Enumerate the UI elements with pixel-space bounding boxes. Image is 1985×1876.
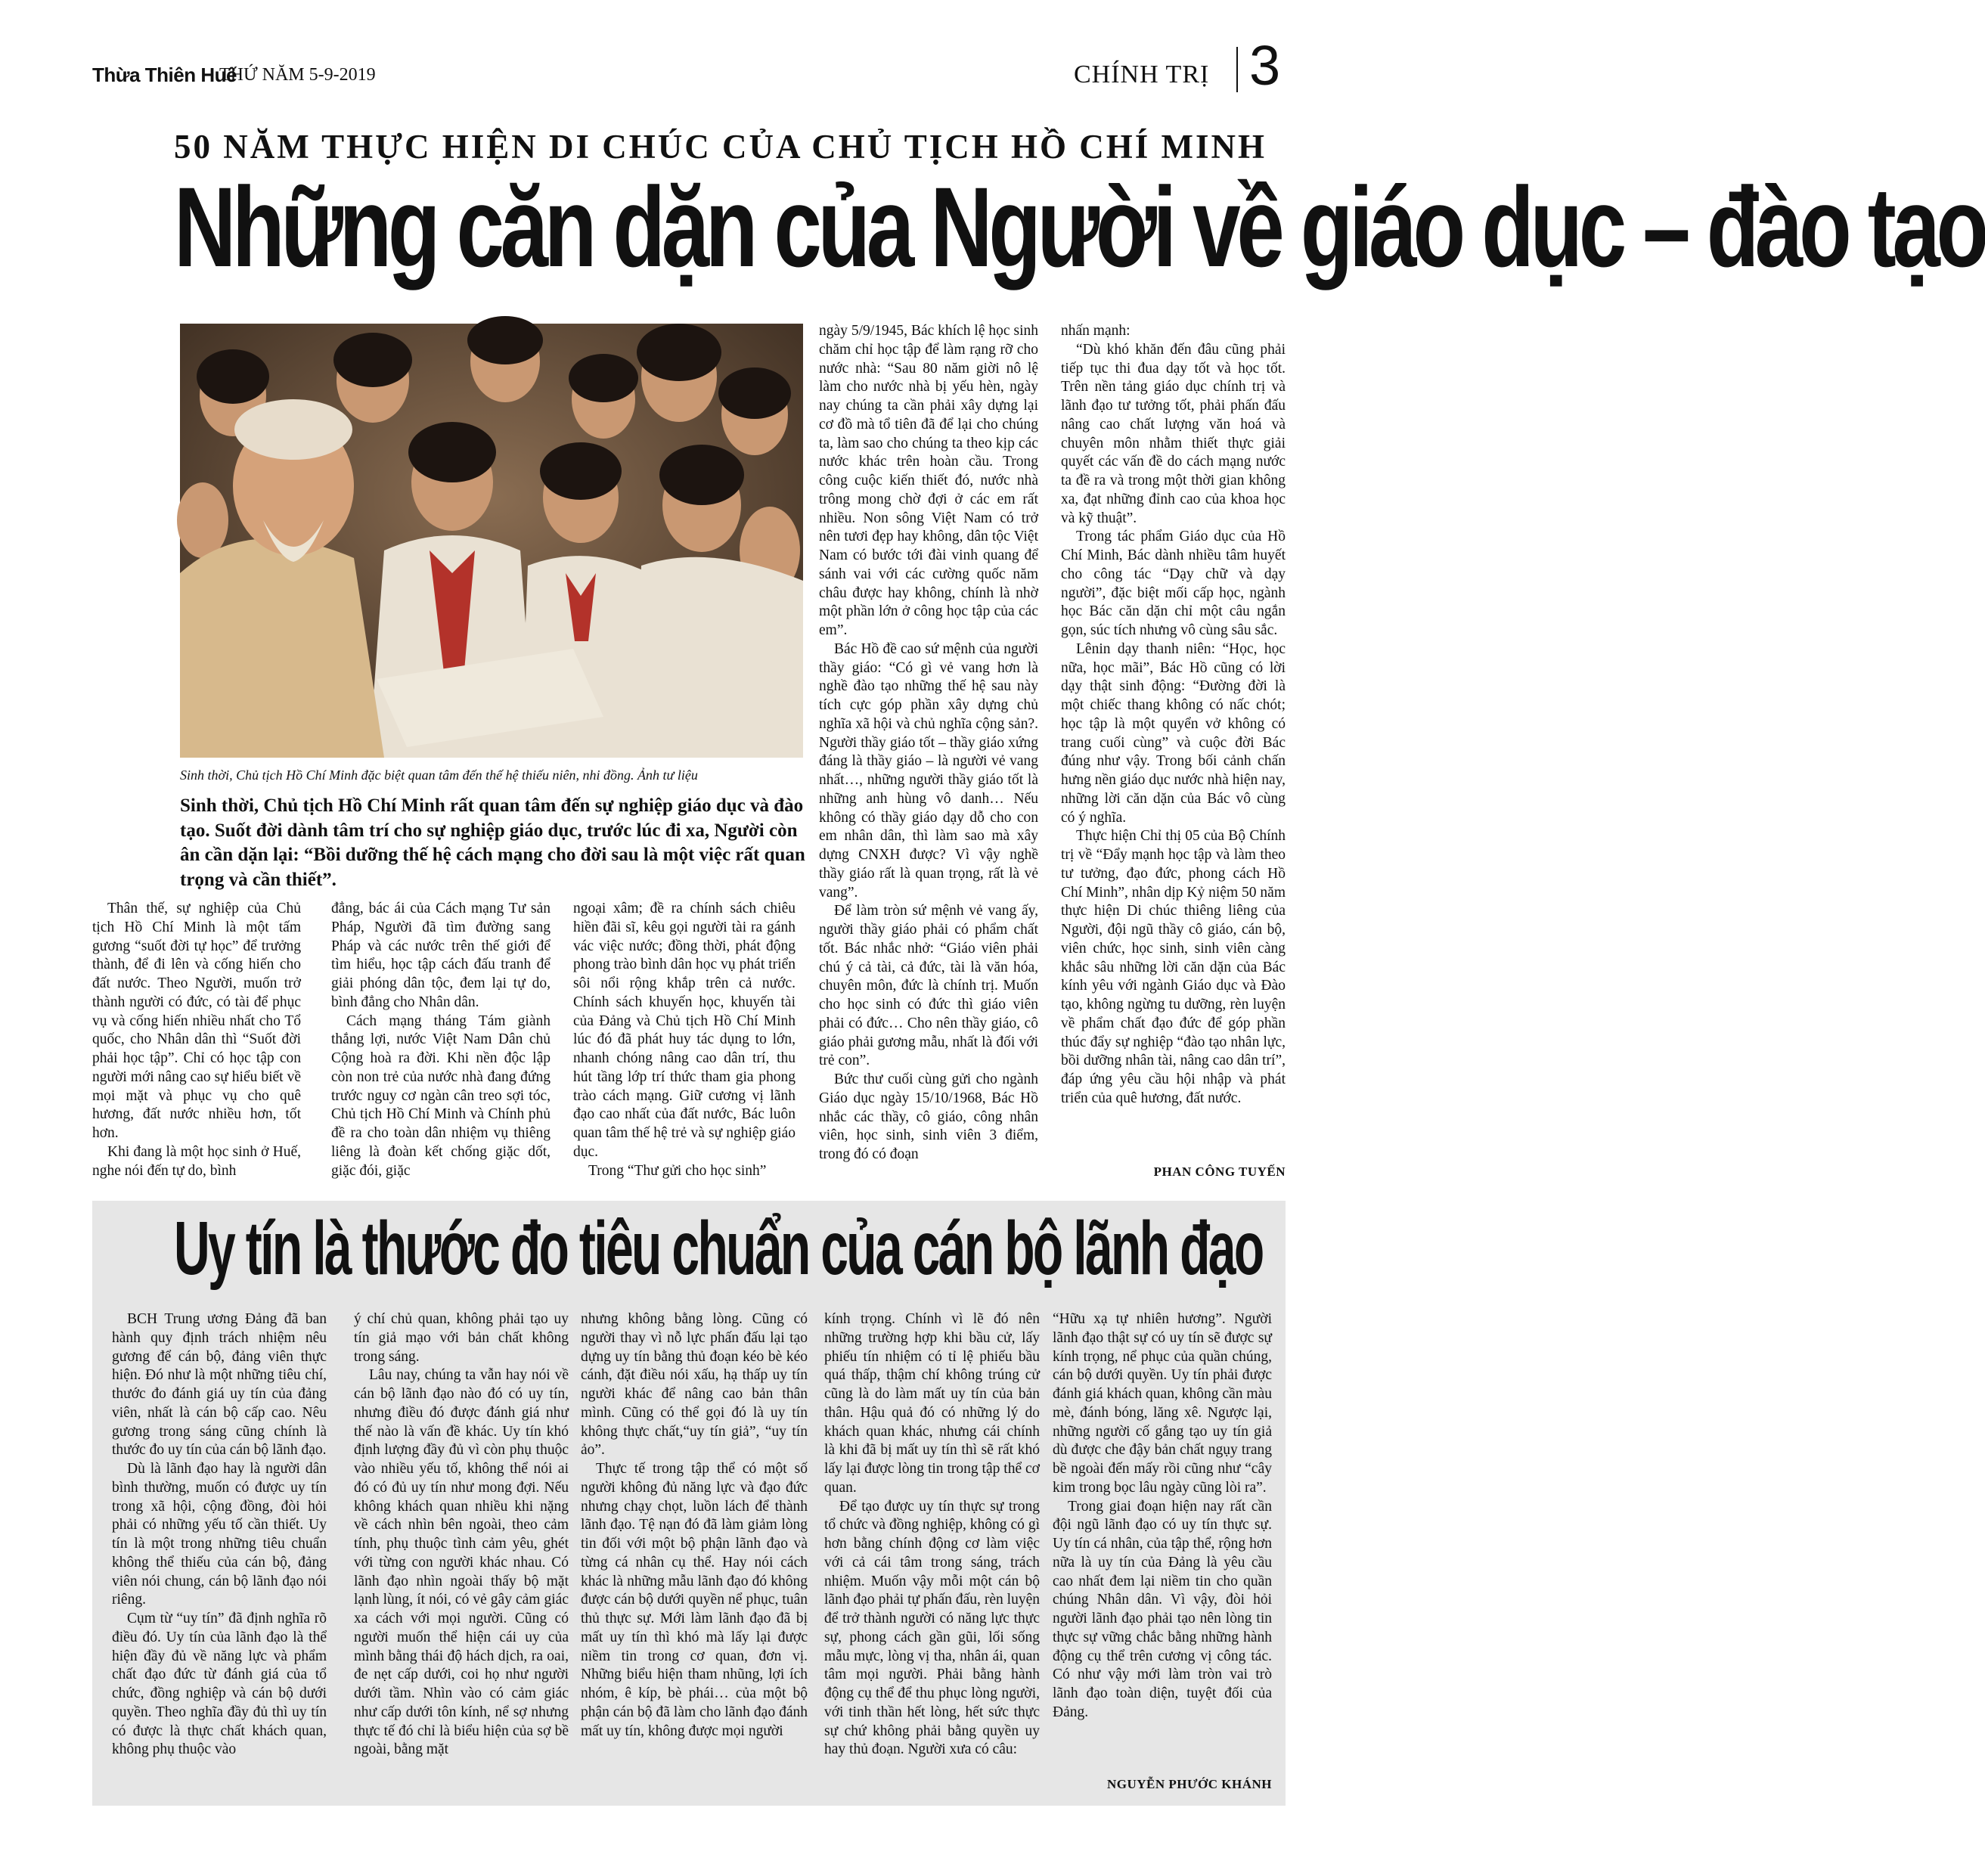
paragraph: Thân thế, sự nghiệp của Chủ tịch Hồ Chí Minh là một tấm gương “suốt đời tự học” để trưởng thành, để đi lên và cống hiến cho đất nước. Theo Người, muốn trở thành người có đức, có tài để phục vụ và cống hiến nhiều nhất cho Tổ quốc, cho Nhân dân thì “Suốt đời phải học tập”. Chỉ có học tập con người mới nâng cao sự hiểu biết về mọi mặt và phục vụ cho quê hương, đất nước nhiều hơn, tốt hơn. <box>92 901 301 1141</box>
paragraph: đẳng, bác ái của Cách mạng Tư sản Pháp, Người đã tìm đường sang Pháp và các nước trên thế giới để tìm hiểu, học tập cách đấu tranh để giải phóng dân tộc, đem lại tự do, bình đẳng cho Nhân dân. <box>331 901 551 1010</box>
photo-illustration <box>180 324 803 758</box>
paragraph: ngoại xâm; đề ra chính sách chiêu hiền đãi sĩ, kêu gọi người tài ra gánh vác việc nước; đồng thời, phát động phong trào bình dân học vụ phát triển sôi nổi rộng khắp trên cả nước. Chính sách khuyến học, khuyến tài của Đảng và Chủ tịch Hồ Chí Minh lúc đó đã phát huy tác dụng to lớn, nhanh chóng nâng cao dân trí, thu hút tầng lớp trí thức tham gia phong trào cách mạng. Giữ cương vị lãnh đạo cao nhất của đất nước, Bác luôn quan tâm thế hệ trẻ và sự nghiệp giáo dục. <box>573 901 796 1160</box>
paragraph: nhấn mạnh: <box>1061 323 1131 339</box>
paragraph: “Dù khó khăn đến đâu cũng phải tiếp tục thi đua dạy tốt và học tốt. Trên nền tảng giáo dục chính trị và lãnh đạo tư tưởng tốt, phải phấn đấu nâng cao chất lượng văn hoá và chuyên môn nhằm thiết thực giải quyết các vấn đề do cách mạng nước ta đề ra và trong một thời gian không xa, đạt những đỉnh cao của khoa học và kỹ thuật”. <box>1061 341 1286 526</box>
paragraph: Cách mạng tháng Tám giành thắng lợi, nước Việt Nam Dân chủ Cộng hoà ra đời. Khi nền độc lập còn non trẻ của nước nhà đang đứng trước nguy cơ ngàn cân treo sợi tóc, Chủ tịch Hồ Chí Minh và Chính phủ đề ra cho toàn dân nhiệm vụ thiêng liêng là đoàn kết chống giặc dốt, giặc đói, giặc <box>331 1012 551 1179</box>
article1-kicker: 50 NĂM THỰC HIỆN DI CHÚC CỦA CHỦ TỊCH HỒ CHÍ MINH <box>174 128 1267 166</box>
paragraph: Để tạo được uy tín thực sự trong tổ chức và đồng nghiệp, không có gì hơn bằng chính động cơ làm việc với cả cái tâm trong sáng, trách nhiệm. Muốn vậy mỗi một cán bộ lãnh đạo phải tự phấn đấu, rèn luyện để trở thành người có năng lực thực sự, phong cách gần gũi, lối sống mẫu mực, lòng vị tha, nhân ái, quan tâm mọi người. Phải bằng hành động cụ thể để thu phục lòng người, với tinh thần hết lòng, hết sức thực sự chứ không phải bằng quyền uy hay thủ đoạn. Người xưa có câu: <box>824 1498 1040 1758</box>
article2-column-4 <box>824 1310 1040 1760</box>
paragraph: ngày 5/9/1945, Bác khích lệ học sinh chăm chỉ học tập để làm rạng rỡ cho nước nhà: “Sau 80 năm giời nô lệ làm cho nước nhà bị yếu hèn, ngày nay chúng ta cần phải xây dựng lại cơ đồ mà tổ tiên đã để lại cho chúng ta, làm sao cho chúng ta theo kịp các nước khác trên hoàn cầu. Trong công cuộc kiến thiết đó, nước nhà trông mong chờ đợi ở các em rất nhiều. Non sông Việt Nam có trở nên tươi đẹp hay không, dân tộc Việt Nam có bước tới đài vinh quang để sánh vai với các cường quốc năm châu được hay không, chính là nhờ một phần lớn ở công học tập của các em”. <box>819 323 1038 638</box>
paragraph: Dù là lãnh đạo hay là người dân bình thường, muốn có được uy tín trong xã hội, cộng đồng, đòi hỏi phải có những yếu tố cần thiết. Uy tín là một trong những tiêu chuẩn không thể thiếu của cán bộ, đảng viên nói chung, cán bộ lãnh đạo nói riêng. <box>112 1461 327 1608</box>
paragraph: nhưng không bằng lòng. Cũng có người thay vì nỗ lực phấn đấu lại tạo dựng uy tín bằng thủ đoạn kéo bè kéo cánh, đặt điều nói xấu, hạ thấp uy tín người khác để nâng cao bản thân mình. Cũng có thể gọi đó là uy tín không thực chất,“uy tín giả”, “uy tín ảo”. <box>581 1311 808 1459</box>
page-number: 3 <box>1249 34 1281 97</box>
section-divider <box>1236 47 1238 92</box>
paragraph: Để làm tròn sứ mệnh vẻ vang ấy, người thầy giáo phải có phẩm chất tốt. Bác nhắc nhở: “Giáo viên phải chú ý cả tài, cả đức, tài là văn hóa, chuyên môn, đức là chính trị. Muốn cho học sinh có đức thì giáo viên phải có đức… Cho nên thầy giáo, cô giáo phải gương mẫu, nhất là đối với trẻ con”. <box>819 903 1038 1069</box>
article2-byline: NGUYỄN PHƯỚC KHÁNH <box>1106 1777 1272 1791</box>
issue-date: THỨ NĂM 5-9-2019 <box>219 65 376 85</box>
paragraph: Bức thư cuối cùng gửi cho ngành Giáo dục ngày 15/10/1968, Bác Hồ nhắc các thầy, cô giáo, công nhân viên, học sinh, sinh viên 3 điểm, trong đó có đoạn <box>819 1071 1038 1162</box>
article1-column-5 <box>1061 322 1286 1109</box>
article1-lead: Sinh thời, Chủ tịch Hồ Chí Minh rất quan tâm đến sự nghiệp giáo dục và đào tạo. Suốt đời dành tâm trí cho sự nghiệp giáo dục, trước lúc đi xa, Người còn ân cần dặn lại: “Bồi dưỡng thế hệ cách mạng cho đời sau là một việc rất quan trọng và cần thiết”. <box>180 795 805 890</box>
paragraph: Lâu nay, chúng ta vẫn hay nói về cán bộ lãnh đạo nào đó có uy tín, nhưng điều đó được đánh giá như thế nào là vấn đề khác. Uy tín khó định lượng đầy đủ vì còn phụ thuộc vào nhiều yếu tố, không thể nói ai đó có đủ uy tín như mong đợi. Nếu không khách quan nhiều khi nặng về cách nhìn bên ngoài, theo cảm tính, phụ thuộc tình cảm yêu, ghét với từng con người khác nhau. Có lãnh đạo nhìn ngoài thấy bộ mặt lạnh lùng, ít nói, có vẻ gây cảm giác xa cách với mọi người. Cũng có người muốn thể hiện cái uy của mình bằng thái độ hách dịch, ra oai, đe nẹt cấp dưới, coi họ như người dưới tầm. Nhìn vào có cảm giác như cấp dưới tôn kính, nể sợ nhưng thực tế đó chỉ là biểu hiện của sợ bề ngoài, bằng mặt <box>354 1367 569 1758</box>
article2-column-5 <box>1053 1310 1272 1723</box>
article1-column-4 <box>819 322 1038 1164</box>
paragraph: BCH Trung ương Đảng đã ban hành quy định trách nhiệm nêu gương để cán bộ, đảng viên thực hiện. Đó như là một những tiêu chí, thước đo đánh giá uy tín của đảng viên, nhất là cán bộ cấp cao. Nêu gương trong sáng cũng chính là thước đo uy tín của cán bộ lãnh đạo. <box>112 1311 327 1459</box>
paragraph: Bác Hồ đề cao sứ mệnh của người thầy giáo: “Có gì vẻ vang hơn là nghề đào tạo những thế hệ sau này tích cực góp phần xây dựng chủ nghĩa xã hội và chủ nghĩa cộng sản?. Người thầy giáo tốt – thầy giáo xứng đáng là thầy giáo – là người vẻ vang nhất…, những người thầy giáo tốt là những anh hùng vô danh… Nếu không có thầy giáo dạy dỗ cho con em nhân dân, thì làm sao mà xây dựng CNXH được? Vì vậy nghề thầy giáo rất là quan trọng, rất là vẻ vang”. <box>819 640 1038 901</box>
article1-column-2 <box>331 900 551 1180</box>
paragraph: “Hữu xạ tự nhiên hương”. Người lãnh đạo thật sự có uy tín sẽ được sự kính trọng, nể phục của quần chúng, cán bộ dưới quyền. Uy tín phải được đánh giá khách quan, không cần màu mè, đánh bóng, lăng xê. Ngược lại, những người cố gắng tạo uy tín giả dù được che đậy bản chất ngụy trang bề ngoài đến mấy rồi cũng như “cây kim trong bọc lâu ngày cũng lòi ra”. <box>1053 1311 1272 1496</box>
article1-column-3 <box>573 900 796 1180</box>
paragraph: Trong giai đoạn hiện nay rất cần đội ngũ lãnh đạo có uy tín thực sự. Uy tín cá nhân, của tập thể, rộng hơn nữa là uy tín của Đảng là yêu cầu cao nhất đem lại niềm tin cho quần chúng Nhân dân. Vì vậy, đòi hỏi người lãnh đạo phải tạo nên lòng tin thực sự vững chắc bằng những hành động cụ thể trên cương vị công tác. Có như vậy mới làm tròn vai trò lãnh đạo toàn diện, tuyệt đối của Đảng. <box>1053 1498 1272 1720</box>
paragraph: ý chí chủ quan, không phải tạo uy tín giả mạo với bản chất không trong sáng. <box>354 1311 569 1365</box>
article1-photo <box>180 324 803 758</box>
article2-column-3 <box>581 1310 808 1741</box>
photo-caption: Sinh thời, Chủ tịch Hồ Chí Minh đặc biệt quan tâm đến thế hệ thiếu niên, nhi đồng. Ảnh tư liệu <box>180 767 698 783</box>
article1-byline: PHAN CÔNG TUYẾN <box>1153 1164 1286 1179</box>
article2-headline: Uy tín là thước đo tiêu chuẩn của cán bộ lãnh đạo <box>174 1206 1263 1291</box>
paragraph: Trong tác phẩm Giáo dục của Hồ Chí Minh, Bác dành nhiều tâm huyết cho công tác “Dạy chữ và dạy người”, đặc biệt mối cấp học, ngành học Bác căn dặn chỉ một câu ngắn gọn, súc tích nhưng vô cùng sâu sắc. <box>1061 529 1286 638</box>
article1-column-1 <box>92 900 301 1180</box>
paragraph: kính trọng. Chính vì lẽ đó nên những trường hợp khi bầu cử, lấy phiếu tín nhiệm có tỉ lệ phiếu bầu quá thấp, thậm chí không trúng cử cũng là do làm mất uy tín của bản thân. Hậu quả đó có những lý do khách quan khác, nhưng cái chính là khi đã bị mất uy tín thì sẽ rất khó lấy lại được lòng tin trong tập thể cơ quan. <box>824 1311 1040 1496</box>
article2-column-2 <box>354 1310 569 1760</box>
paragraph: Trong “Thư gửi cho học sinh” <box>588 1162 767 1179</box>
paragraph: Thực tế trong tập thể có một số người không đủ năng lực và đạo đức nhưng chạy chọt, luồn lách để thành lãnh đạo. Tệ nạn đó đã làm giảm lòng tin đối với một bộ phận lãnh đạo và từng cá nhân cụ thể. Hay nói cách khác là những mẫu lãnh đạo đó không được cán bộ dưới quyền nể phục, tuân thủ thực sự. Mới làm lãnh đạo đã bị mất uy tín thì khó mà lấy lại được niềm tin trong cơ quan, đơn vị. Những biểu hiện tham nhũng, lợi ích nhóm, ê kíp, bè phái… của một bộ phận cán bộ đã làm cho lãnh đạo đánh mất uy tín, không được mọi người <box>581 1461 808 1739</box>
paragraph: Lênin dạy thanh niên: “Học, học nữa, học mãi”, Bác Hồ cũng có lời dạy thật sinh động: “Đường đời là một chiếc thang không có nấc chót; học tập là một quyển vở không có trang cuối cùng” và cuộc đời Bác đúng như vậy. Trong bối cảnh chấn hưng nền giáo dục nước nhà hiện nay, những lời căn dặn của Bác vô cùng có ý nghĩa. <box>1061 640 1286 826</box>
paragraph: Cụm từ “uy tín” đã định nghĩa rõ điều đó. Uy tín của lãnh đạo là thể hiện đầy đủ về năng lực và phẩm chất đạo đức từ đánh giá của tổ chức, đồng nghiệp và cán bộ dưới quyền. Theo nghĩa đầy đủ thì uy tín có được là thực chất khách quan, không phụ thuộc vào <box>112 1611 327 1758</box>
paragraph: Khi đang là một học sinh ở Huế, nghe nói đến tự do, bình <box>92 1143 301 1179</box>
section-name: CHÍNH TRỊ <box>1074 60 1210 88</box>
masthead: Thừa Thiên Huế <box>92 64 237 86</box>
paragraph: Thực hiện Chỉ thị 05 của Bộ Chính trị về “Đẩy mạnh học tập và làm theo tư tưởng, đạo đức, phong cách Hồ Chí Minh”, nhân dịp Kỷ niệm 50 năm thực hiện Di chúc thiêng liêng của Người, đội ngũ thầy cô giáo, cán bộ, viên chức, học sinh, sinh viên càng khắc sâu những lời căn dặn của Bác kính yêu với ngành Giáo dục và Đào tạo, không ngừng tu dưỡng, rèn luyện về phẩm chất đạo đức để góp phần thúc đẩy sự nghiệp “đào tạo nhân lực, bồi dưỡng nhân tài, nâng cao dân trí”, đáp ứng yêu cầu hội nhập và phát triển của quê hương, đất nước. <box>1061 828 1286 1106</box>
article2-column-1 <box>112 1310 327 1760</box>
article1-headline: Những căn dặn của Người về giáo dục – đào tạo <box>174 163 1985 290</box>
